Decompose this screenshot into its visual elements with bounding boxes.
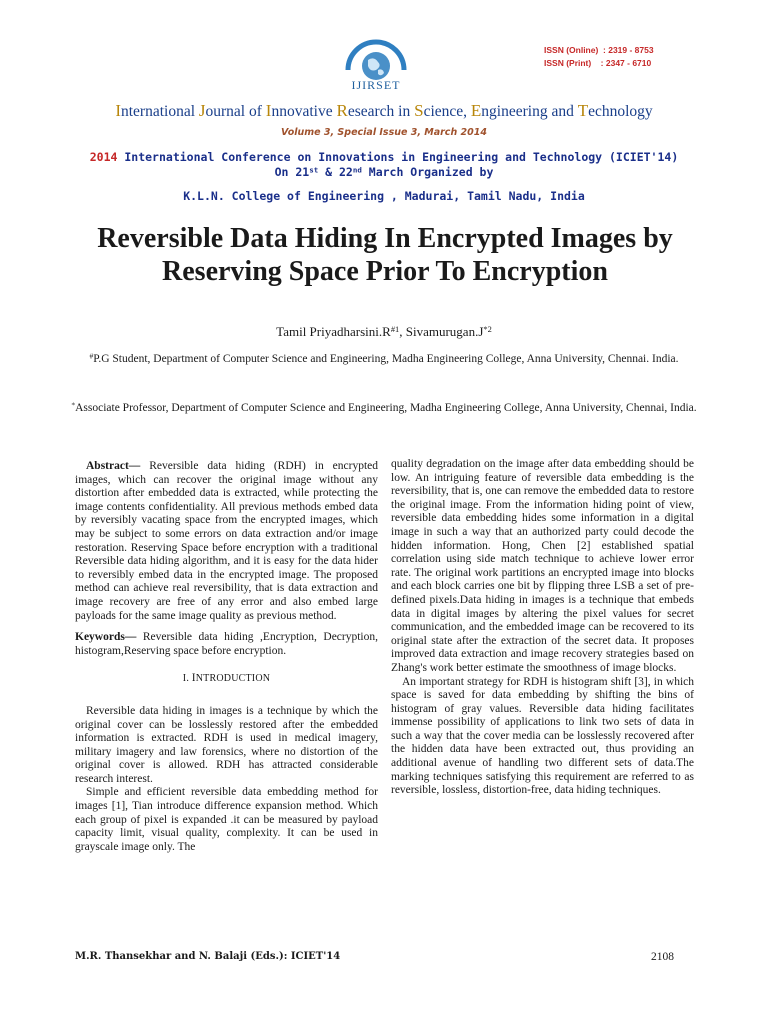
keywords-label: Keywords—	[75, 631, 137, 644]
left-column	[75, 460, 378, 854]
title-initial: E	[470, 101, 482, 120]
affiliation-2	[60, 395, 708, 422]
page-number: 2108	[651, 951, 674, 963]
author-2-mark: *2	[483, 323, 492, 334]
keywords-text: Reversible data hiding ,Encryption, Decryption, histogram,Reserving space before encryption.	[75, 631, 378, 657]
affiliation-2-mark: *	[71, 400, 76, 410]
section-title: NTRODUCTION	[195, 673, 271, 685]
logo-text: IJIRSET	[351, 78, 401, 92]
conference-venue: K.L.N. College of Engineering , Madurai, Tamil Nadu, India	[183, 189, 585, 203]
intro-paragraph-2: Simple and efficient reversible data embedding method for images [1], Tian introduce difference expansion method. Which each group of pixel is expanded .it can be measured by payload capacity limit, visual quality, complexity. It can be used in grayscale image only. The	[75, 786, 378, 853]
conference-name: International Conference on Innovations in Engineering and Technology (ICIET'14)	[124, 150, 679, 164]
journal-title: International Journal of Innovative Research in Science, Engineering and Technology	[115, 101, 653, 120]
title-initial: S	[414, 101, 424, 120]
right-paragraph-1: quality degradation on the image after data embedding should be low. An intriguing feature of reversible data embedding is the reversibility, that is, one can remove the embedded data to restore the original image. From the information hiding point of view, reversible data embedding hides some information in a digital image in such a way that an authorized party could decode the hidden information. Hong, Chen [2] established spatial correlation using side match technique to achieve lower error rate. The original work partitions an encrypted image into blocks and each block carries one bit by flipping three LSB a set of pre-defined pixels.Data hiding in images is a technique that embeds data in digital images by altering the pixel values for secret communication, and the embedded image can be recovered to its original state after the extraction of the secret data. It proposes improved data extraction and image recovery strategies based on Zhang's work better estimate the smoothness of image blocks.	[391, 458, 694, 674]
title-initial: J	[198, 101, 206, 120]
conference-line-1	[0, 150, 768, 164]
volume-info: Volume 3, Special Issue 3, March 2014	[281, 127, 487, 138]
keywords	[75, 631, 378, 658]
paper-title: Reversible Data Hiding In Encrypted Images by Reserving Space Prior To Encryption	[97, 223, 673, 287]
abstract-text: Reversible data hiding (RDH) in encrypted images, which can recover the original image without any distortion after embedded data is extracted, while protecting the image contents confidentiality. All previous methods embed data by reversibly vacating space from the encrypted images, which may be subject to some errors on data extraction and/or image restoration. Reserving Space before encryption with a traditional Reversible data hiding algorithm, and it is easy for the data hider to reversibly embed data in the encrypted image. The proposed method can achieve real reversibility, that is data extraction and image recovery are free of any error and also embed large payloads for the same image quality as previous method.	[75, 460, 378, 622]
conference-date-mid: & 22	[318, 165, 353, 179]
footer-editors: M.R. Thansekhar and N. Balaji (Eds.): ICIET'14	[75, 951, 341, 962]
affiliation-1	[60, 346, 708, 373]
issn-online: ISSN (Online) : 2319 - 8753	[544, 45, 654, 55]
date-suffix-1: st	[309, 165, 319, 175]
author-1: Tamil Priyadharsini.R	[276, 324, 391, 339]
title-initial: R	[336, 101, 348, 120]
conference-year: 2014	[89, 150, 125, 164]
right-paragraph-2: An important strategy for RDH is histogram shift [3], in which space is saved for data embedding by shifting the bins of histogram of gray values. Reversible data hiding facilitates immense possibility of applications to link two sets of data in such a way that the cover media can be losslessly recovered after the hidden data have been extracted out, thus providing an additional avenue of handling two different sets of data.The marking techniques satisfying this requirement are referred to as reversible, lossless, distortion-free, data hiding techniques.	[391, 675, 694, 797]
section-initial: I	[191, 672, 196, 685]
author-1-mark: #1	[390, 323, 400, 334]
title-initial: T	[577, 101, 589, 120]
conference-date-start: On 21	[274, 165, 310, 179]
section-heading-introduction	[75, 672, 378, 686]
date-suffix-2: nd	[352, 165, 362, 175]
author-2: Sivamurugan.J	[405, 324, 484, 339]
abstract-label: Abstract—	[86, 460, 141, 472]
abstract	[75, 460, 378, 623]
section-number: I.	[182, 673, 192, 685]
affiliation-1-text: P.G Student, Department of Computer Science and Engineering, Madha Engineering College, Anna University, Chennai. India.	[93, 353, 679, 365]
conference-line-2	[0, 165, 768, 179]
right-column	[391, 458, 694, 798]
conference-date-end: March Organized by	[361, 165, 494, 179]
author-separator: ,	[399, 324, 406, 339]
issn-print: ISSN (Print) : 2347 - 6710	[544, 58, 652, 68]
title-initial: I	[265, 101, 272, 120]
title-initial: I	[115, 101, 121, 120]
authors	[0, 324, 768, 340]
intro-paragraph-1: Reversible data hiding in images is a technique by which the original cover can be losslessly restored after the embedded information is extracted. RDH is used in medical imagery, military imagery and law forensics, where no distortion of the original cover is allowed. RDH has attracted considerable research interest.	[75, 704, 378, 785]
affiliation-1-mark: #	[89, 351, 94, 361]
affiliation-2-text: Associate Professor, Department of Computer Science and Engineering, Madha Engineering College, Anna University, Chennai, India.	[75, 402, 697, 414]
